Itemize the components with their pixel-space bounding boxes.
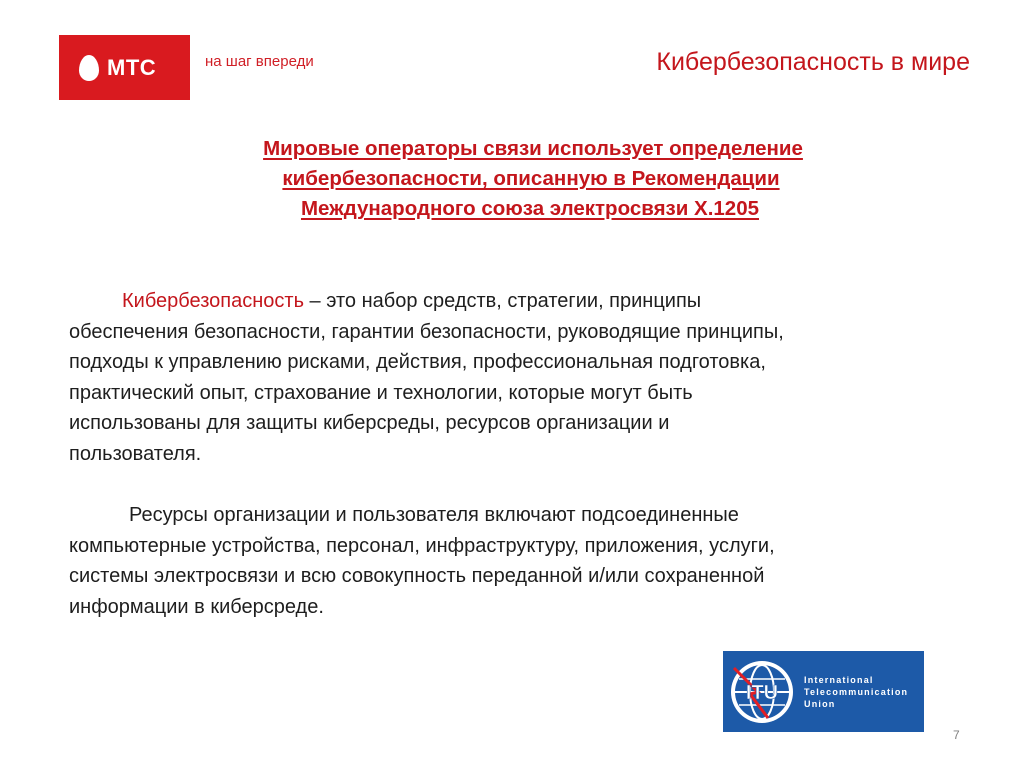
itu-logo bbox=[723, 651, 924, 732]
definition-line: пользователя. bbox=[69, 442, 202, 465]
definition-line: обеспечения безопасности, гарантии безопасности, руководящие принципы, bbox=[69, 320, 784, 343]
resources-line: Ресурсы организации и пользователя включают подсоединенные bbox=[129, 504, 739, 526]
page-number: 7 bbox=[953, 728, 960, 742]
definition-line: подходы к управлению рисками, действия, профессиональная подготовка, bbox=[69, 351, 766, 373]
definition-line: использованы для защиты киберсреды, ресурсов организации и bbox=[69, 412, 670, 434]
definition-paragraph bbox=[69, 286, 989, 469]
itu-name-line: Union bbox=[804, 698, 836, 709]
itu-name-line: International bbox=[804, 674, 874, 685]
subtitle-line: кибербезопасности, описанную в Рекомендации bbox=[282, 167, 780, 190]
resources-line: информации в киберсреде. bbox=[69, 595, 324, 618]
itu-abbr: ITU bbox=[745, 681, 779, 704]
definition-first-line bbox=[69, 286, 989, 317]
definition-text: – это набор средств, стратегии, принципы bbox=[303, 290, 702, 312]
mts-logo bbox=[59, 35, 190, 100]
itu-globe-icon bbox=[728, 658, 796, 726]
definition-line: практический опыт, страхование и технологии, которые могут быть bbox=[69, 381, 693, 404]
resources-line: компьютерные устройства, персонал, инфраструктуру, приложения, услуги, bbox=[69, 534, 775, 557]
subtitle-line: Мировые операторы связи использует определение bbox=[263, 137, 803, 160]
mts-egg-icon bbox=[79, 55, 99, 81]
itu-name bbox=[804, 674, 908, 710]
itu-name-line: Telecommunication bbox=[804, 686, 909, 697]
resources-line: системы электросвязи и всю совокупность переданной и/или сохраненной bbox=[69, 565, 765, 587]
resources-paragraph bbox=[69, 500, 989, 622]
subtitle-line: Международного союза электросвязи Х.1205 bbox=[300, 197, 759, 220]
definition-term: Кибербезопасность bbox=[122, 290, 304, 312]
slide-title: Кибербезопасность в мире bbox=[656, 48, 970, 76]
subtitle bbox=[150, 134, 910, 224]
slogan: на шаг впереди bbox=[205, 53, 314, 70]
mts-logo-text: МТС bbox=[107, 54, 157, 80]
